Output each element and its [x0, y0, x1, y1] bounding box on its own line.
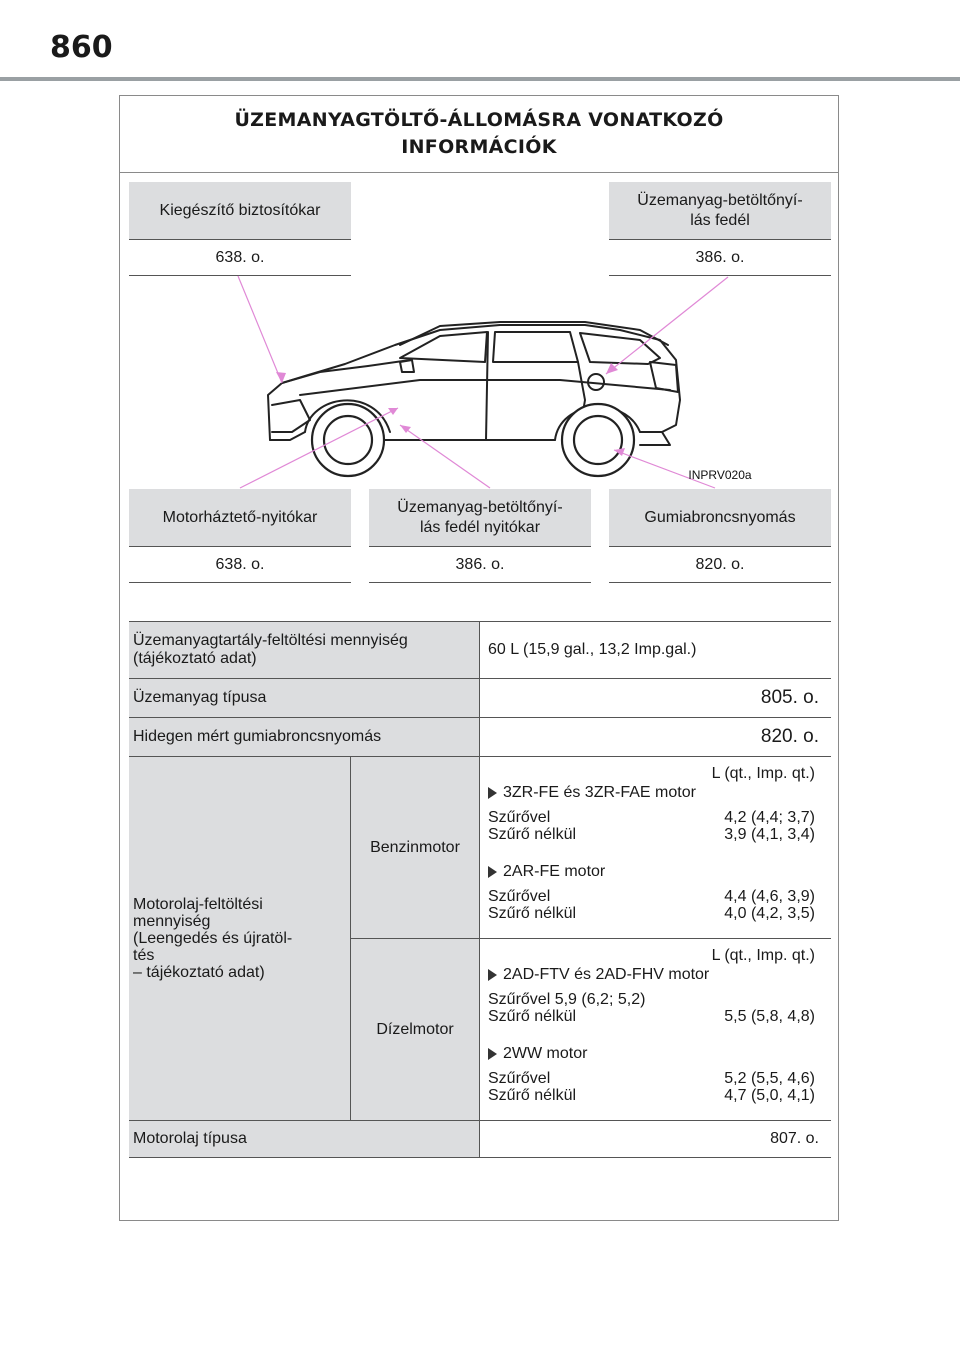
bullet-triangle-icon — [488, 866, 497, 878]
table-row — [129, 622, 831, 679]
fuel-door-page[interactable]: 386. o. — [609, 240, 831, 276]
tank-capacity-value: 60 L (15,9 gal., 13,2 Imp.gal.) — [488, 641, 697, 658]
fuel-door-opener-page[interactable]: 386. o. — [369, 547, 591, 583]
bullet-triangle-icon — [488, 787, 497, 799]
header-rule — [0, 77, 960, 81]
petrol-row — [351, 757, 831, 939]
engine-3zr: 3ZR-FE és 3ZR-FAE motor — [488, 784, 815, 801]
fuel-door-opener-label: Üzemanyag-betöltőnyí- lás fedél nyitókar — [369, 489, 591, 547]
specs-table — [129, 621, 831, 1158]
bullet-triangle-icon — [488, 1048, 497, 1060]
engine-2ww: 2WW motor — [488, 1045, 815, 1062]
tire-pressure-label: Gumiabroncsnyomás — [609, 489, 831, 547]
diesel-data: L (qt., Imp. qt.) 2AD-FTV és 2AD-FHV motor Szűrővel 5,9 (6,2; 5,2) Szűrő nélkül 5,5 (5,8, 4,8) 2WW motor Szűrővel 5,2 (5,5, 4,6) Szűrő nélkül 4,7 (5,0, 4,1) — [488, 947, 815, 1104]
cold-tire-label: Hidegen mért gumiabroncsnyomás — [129, 718, 480, 756]
petrol-label: Benzinmotor — [351, 757, 480, 938]
oil-type-label: Motorolaj típusa — [129, 1121, 480, 1157]
petrol-data: L (qt., Imp. qt.) 3ZR-FE és 3ZR-FAE motor Szűrővel 4,2 (4,4; 3,7) Szűrő nélkül 3,9 (4,1, 3,4) 2AR-FE motor Szűrővel 4,4 (4,6, 3,9) Szűrő nélkül 4,0 (4,2, 3,5) — [488, 765, 815, 922]
fuel-type-page[interactable]: 805. o. — [760, 687, 819, 708]
oil-capacity-label: Motorolaj-feltöltési mennyiség (Leengedés és újratöl- tés – tájékoztató adat) — [129, 757, 351, 1120]
table-row — [129, 718, 831, 757]
diesel-label: Dízelmotor — [351, 939, 480, 1120]
table-row — [129, 679, 831, 718]
tire-pressure-page[interactable]: 820. o. — [609, 547, 831, 583]
title-line-2: INFORMÁCIÓK — [401, 136, 557, 158]
engine-2ar: 2AR-FE motor — [488, 863, 815, 880]
tank-capacity-label: Üzemanyagtartály-feltöltési mennyiség (tájékoztató adat) — [129, 622, 480, 678]
oil-type-page[interactable]: 807. o. — [770, 1130, 819, 1147]
fuse-puller-label: Kiegészítő biztosítókar — [129, 182, 351, 240]
table-row — [129, 1121, 831, 1158]
title-line-1: ÜZEMANYAGTÖLTŐ-ÁLLOMÁSRA VONATKOZÓ — [234, 109, 724, 131]
hood-lever-label: Motorháztető-nyitókar — [129, 489, 351, 547]
fuel-door-label: Üzemanyag-betöltőnyí- lás fedél — [609, 182, 831, 240]
bullet-triangle-icon — [488, 969, 497, 981]
diesel-row — [351, 939, 831, 1120]
oil-capacity-details — [351, 757, 831, 1120]
image-code: INPRV020a — [688, 468, 752, 482]
cold-tire-page[interactable]: 820. o. — [760, 726, 819, 747]
fuel-type-label: Üzemanyag típusa — [129, 679, 480, 717]
oil-capacity-row — [129, 757, 831, 1121]
section-title — [120, 96, 838, 173]
page-number: 860 — [50, 30, 113, 65]
engine-2ad: 2AD-FTV és 2AD-FHV motor — [488, 966, 815, 983]
fuse-puller-page[interactable]: 638. o. — [129, 240, 351, 276]
hood-lever-page[interactable]: 638. o. — [129, 547, 351, 583]
